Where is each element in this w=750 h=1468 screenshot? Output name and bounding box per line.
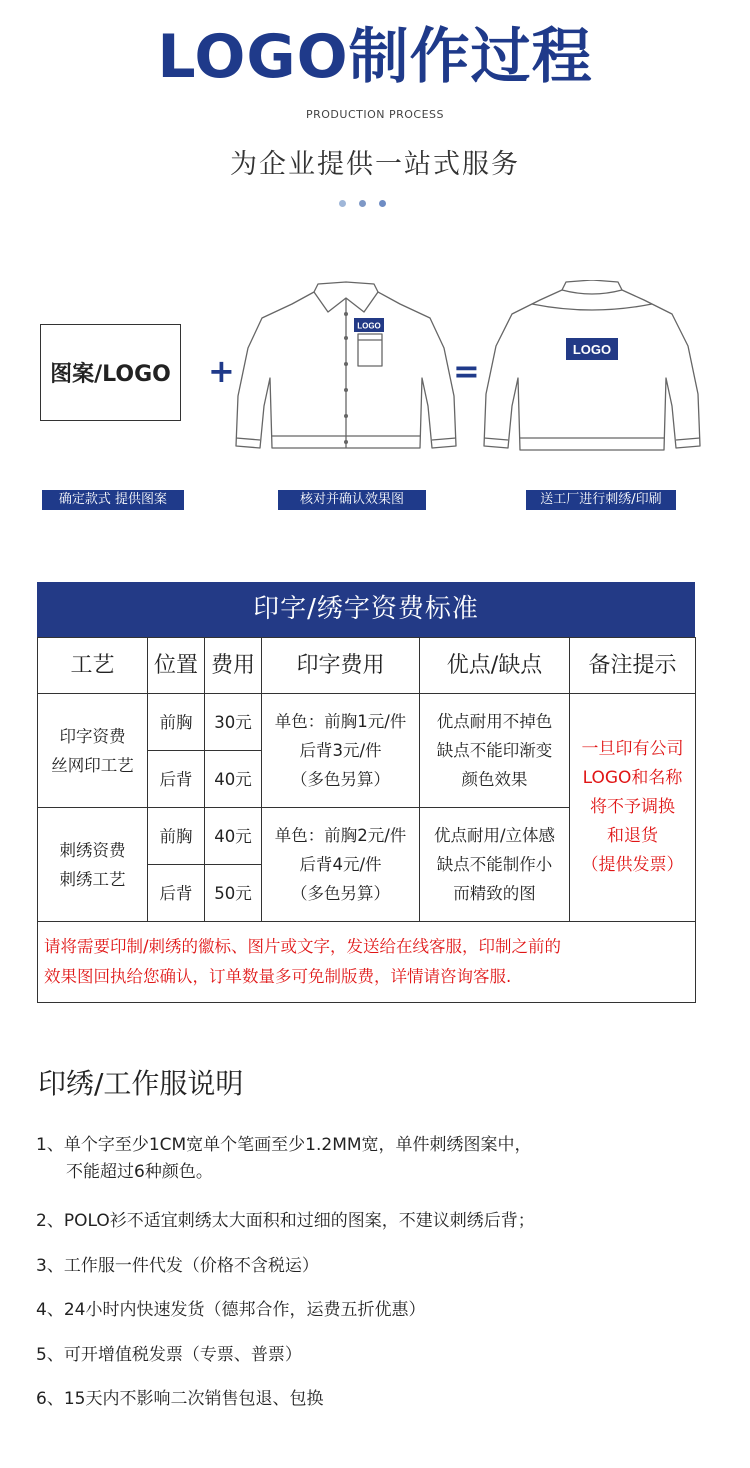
step-label-2: 核对并确认效果图: [278, 490, 426, 510]
dot-icon: [359, 200, 366, 207]
position-cell: 前胸: [148, 808, 205, 865]
dot-icon: [339, 200, 346, 207]
decorative-dots: [339, 200, 399, 210]
page-title: LOGO制作过程: [157, 22, 593, 92]
header-print-fee: 印字费用: [262, 638, 420, 694]
pricing-title: 印字/绣字资费标准: [37, 582, 695, 637]
fee-cell: 50元: [205, 865, 262, 922]
header-position: 位置: [148, 638, 205, 694]
price-cell: 单色：前胸1元/件 后背3元/件 （多色另算）: [262, 694, 420, 808]
list-item: 4、24小时内快速发货（德邦合作，运费五折优惠）: [36, 1300, 426, 1320]
back-shirt-logo-label: LOGO: [572, 342, 612, 357]
step-label-3: 送工厂进行刺绣/印刷: [526, 490, 676, 510]
shirt-front-icon: [232, 278, 460, 468]
shirt-back-icon: [482, 280, 702, 466]
header-craft: 工艺: [38, 638, 148, 694]
craft-cell: 刺绣资费 刺绣工艺: [38, 808, 148, 922]
position-cell: 后背: [148, 865, 205, 922]
notes-cell: 一旦印有公司 LOGO和名称 将不予调换 和退货 （提供发票）: [570, 694, 696, 922]
table-header-row: [38, 638, 696, 694]
position-cell: 前胸: [148, 694, 205, 751]
craft-cell: 印字资费 丝网印工艺: [38, 694, 148, 808]
list-item: 5、可开增值税发票（专票、普票）: [36, 1345, 302, 1365]
front-shirt-logo-label: LOGO: [357, 321, 381, 331]
page-subtitle: PRODUCTION PROCESS: [305, 108, 444, 121]
pros-cons-cell: 优点耐用/立体感 缺点不能制作小 而精致的图: [420, 808, 570, 922]
fee-cell: 40元: [205, 808, 262, 865]
header-pros-cons: 优点/缺点: [420, 638, 570, 694]
tagline: 为企业提供一站式服务: [230, 149, 520, 180]
step-label-1: 确定款式 提供图案: [42, 490, 184, 510]
position-cell: 后背: [148, 751, 205, 808]
table-row: [38, 694, 696, 751]
list-item: 1、单个字至少1CM宽单个笔画至少1.2MM宽，单件刺绣图案中， 不能超过6种颜色。: [36, 1135, 532, 1182]
price-cell: 单色：前胸2元/件 后背4元/件 （多色另算）: [262, 808, 420, 922]
logo-placeholder-box: 图案/LOGO: [40, 324, 181, 421]
header-fee: 费用: [205, 638, 262, 694]
table-footer-row: [38, 922, 696, 1003]
fee-cell: 30元: [205, 694, 262, 751]
list-item: 2、POLO衫不适宜刺绣太大面积和过细的图案，不建议刺绣后背；: [36, 1211, 535, 1231]
plus-sign: +: [208, 352, 235, 390]
equals-sign: =: [453, 352, 480, 390]
header-notes: 备注提示: [570, 638, 696, 694]
pricing-table: [37, 637, 696, 1003]
pros-cons-cell: 优点耐用不掉色 缺点不能印渐变 颜色效果: [420, 694, 570, 808]
list-item: 6、15天内不影响二次销售包退、包换: [36, 1389, 324, 1409]
notes-title: 印绣/工作服说明: [38, 1067, 244, 1100]
table-footer-note: 请将需要印制/刺绣的徽标、图片或文字，发送给在线客服，印制之前的 效果图回执给您确认，订单数量多可免制版费，详情请咨询客服.: [38, 922, 696, 1003]
dot-icon: [379, 200, 386, 207]
fee-cell: 40元: [205, 751, 262, 808]
list-item: 3、工作服一件代发（价格不含税运）: [36, 1256, 319, 1276]
